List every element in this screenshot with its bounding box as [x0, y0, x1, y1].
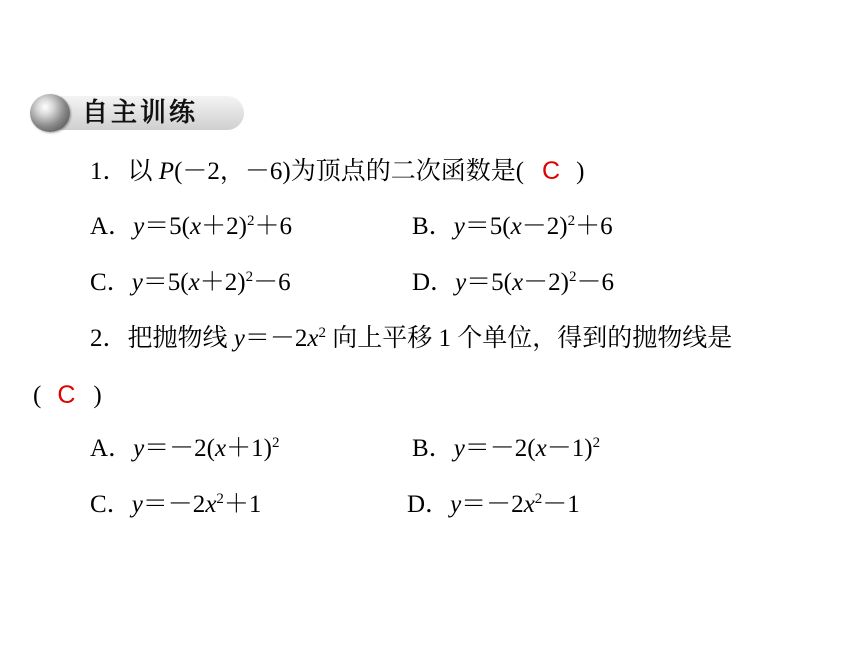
question-2-option-d: D．$y=-2x^2-1$ [407, 491, 580, 518]
question-2-answer: C [57, 381, 76, 409]
question-1-answer: C [542, 157, 561, 185]
question-1-stem: 1．以 P(－2，－6)为顶点的二次函数是( C ) [90, 157, 585, 185]
question-1-option-b: B．$y=5(x-2)^2+6$ [412, 213, 613, 240]
question-1-option-a: A．$y=5(x+2)^2+6$ [90, 213, 292, 240]
question-2-option-a: A．$y=-2(x+1)^2$ [90, 435, 280, 462]
section-header [30, 93, 245, 133]
question-2-answer-line: ( C ) [33, 381, 102, 409]
question-1-option-d: D．$y=5(x-2)^2-6$ [412, 269, 614, 296]
question-2-option-c: C．$y=-2x^2+1$ [90, 491, 262, 518]
question-2-option-b: B．$y=-2(x-1)^2$ [412, 435, 601, 462]
sphere-bullet-icon [30, 94, 70, 132]
question-1-option-c: C．$y=5(x+2)^2-6$ [90, 269, 291, 296]
question-2-stem: 2．把抛物线 $y=-2x^2$ 向上平移 1 个单位，得到的抛物线是 [90, 325, 733, 352]
section-title: 自主训练 [82, 98, 199, 128]
